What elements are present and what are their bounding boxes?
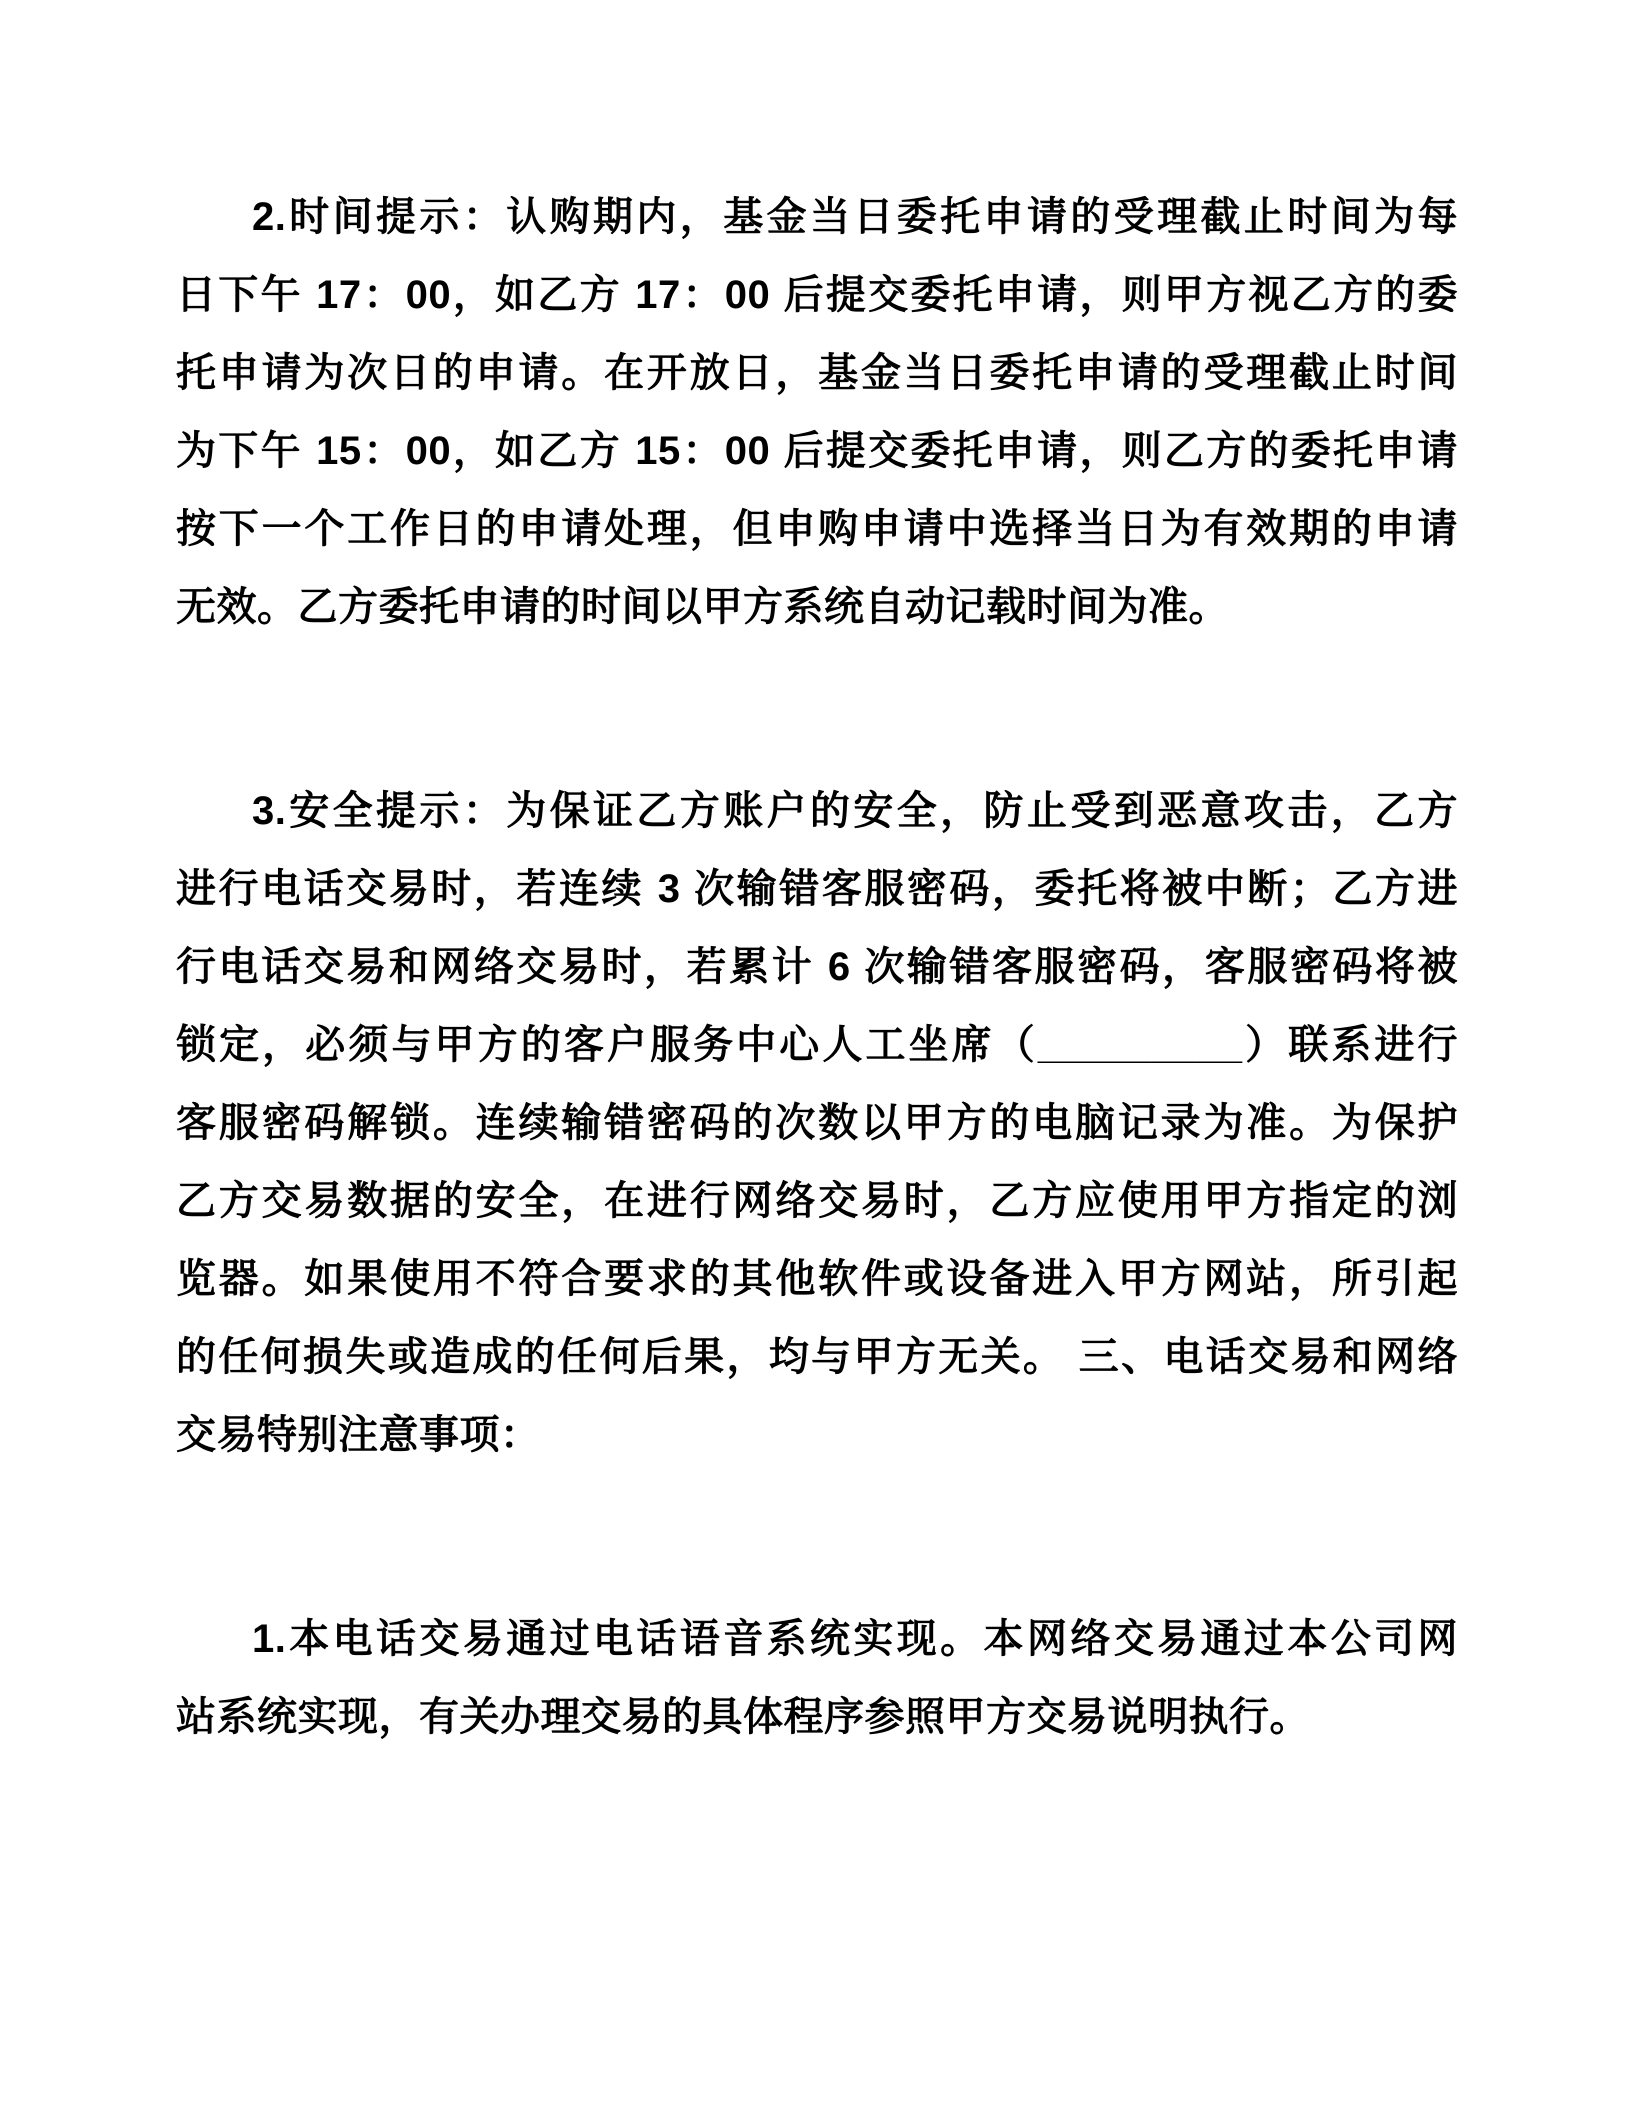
paragraph-phone-network-trading <box>176 1600 1458 1756</box>
text-line: 的任何损失或造成的任何后果，均与甲方无关。 三、电话交易和网络 <box>176 1335 1458 1379</box>
text-line: 2.时间提示：认购期内，基金当日委托申请的受理截止时间为每 <box>252 195 1458 239</box>
text-line: 日下午 17：00，如乙方 17：00 后提交委托申请，则甲方视乙方的委 <box>176 273 1458 317</box>
text-line: 托申请为次日的申请。在开放日，基金当日委托申请的受理截止时间 <box>176 351 1458 395</box>
text-line: 览器。如果使用不符合要求的其他软件或设备进入甲方网站，所引起 <box>176 1257 1458 1301</box>
text-line: 站系统实现，有关办理交易的具体程序参照甲方交易说明执行。 <box>176 1695 1310 1739</box>
text-line: 客服密码解锁。连续输错密码的次数以甲方的电脑记录为准。为保护 <box>176 1101 1458 1145</box>
paragraph-security-notice <box>176 772 1458 1474</box>
paragraph-time-notice <box>176 178 1458 646</box>
text-line: 按下一个工作日的申请处理，但申购申请中选择当日为有效期的申请 <box>176 507 1458 551</box>
text-line: 无效。乙方委托申请的时间以甲方系统自动记载时间为准。 <box>176 585 1229 629</box>
text-line: 乙方交易数据的安全，在进行网络交易时，乙方应使用甲方指定的浏 <box>176 1179 1458 1223</box>
text-line: 3.安全提示：为保证乙方账户的安全，防止受到恶意攻击，乙方 <box>252 789 1458 833</box>
text-line: 行电话交易和网络交易时，若累计 6 次输错客服密码，客服密码将被 <box>176 945 1458 989</box>
text-line: 交易特别注意事项： <box>176 1413 541 1457</box>
text-line: 1.本电话交易通过电话语音系统实现。本网络交易通过本公司网 <box>252 1617 1458 1661</box>
text-line: 锁定，必须与甲方的客户服务中心人工坐席（_________）联系进行 <box>176 1023 1458 1067</box>
text-line: 进行电话交易时，若连续 3 次输错客服密码，委托将被中断；乙方进 <box>176 867 1458 911</box>
text-line: 为下午 15：00，如乙方 15：00 后提交委托申请，则乙方的委托申请 <box>176 429 1458 473</box>
